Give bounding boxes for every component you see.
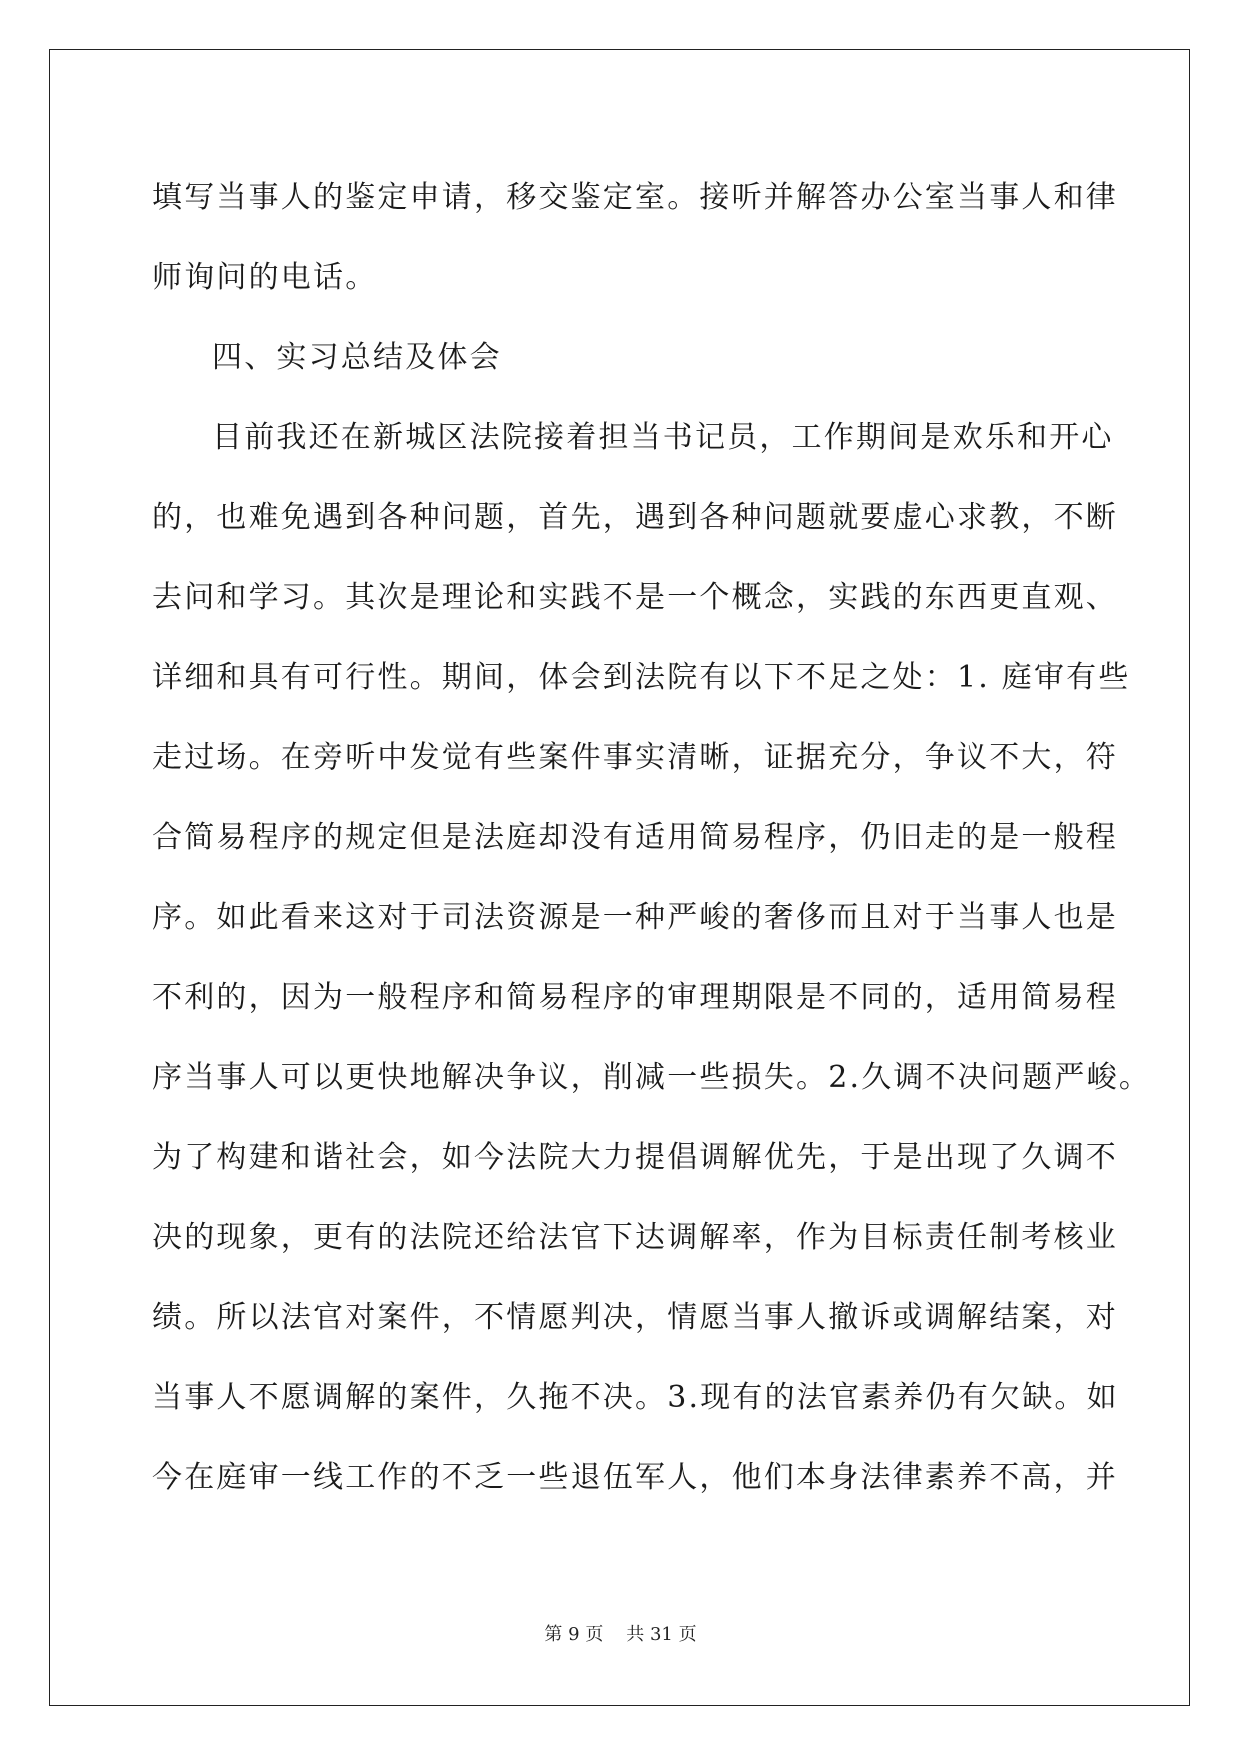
document-body [152,158,1152,1518]
text-line: 详细和具有可行性。期间，体会到法院有以下不足之处：1. 庭审有些 [152,660,1131,695]
text-line: 决的现象，更有的法院还给法官下达调解率，作为目标责任制考核业 [152,1220,1118,1255]
text-line: 今在庭审一线工作的不乏一些退伍军人，他们本身法律素养不高，并 [152,1460,1118,1495]
text-line: 当事人不愿调解的案件，久拖不决。3.现有的法官素养仍有欠缺。如 [152,1380,1119,1415]
text-line: 序当事人可以更快地解决争议，削减一些损失。2.久调不决问题严峻。 [152,1060,1152,1095]
text-line: 填写当事人的鉴定申请，移交鉴定室。接听并解答办公室当事人和律 [152,180,1118,215]
text-line: 目前我还在新城区法院接着担当书记员，工作期间是欢乐和开心 [212,420,1114,455]
text-line: 去问和学习。其次是理论和实践不是一个概念，实践的东西更直观、 [152,580,1118,615]
page-number: 第 9 页 [544,1624,604,1645]
text-line: 不利的，因为一般程序和简易程序的审理期限是不同的，适用简易程 [152,980,1118,1015]
text-line: 绩。所以法官对案件，不情愿判决，情愿当事人撤诉或调解结案，对 [152,1300,1118,1335]
text-line: 走过场。在旁听中发觉有些案件事实清晰，证据充分，争议不大，符 [152,740,1118,775]
page-footer [0,1620,1241,1646]
text-line: 为了构建和谐社会，如今法院大力提倡调解优先，于是出现了久调不 [152,1140,1118,1175]
text-line: 师询问的电话。 [152,260,378,295]
text-line: 的，也难免遇到各种问题，首先，遇到各种问题就要虚心求教，不断 [152,500,1118,535]
page-total: 共 31 页 [626,1624,697,1645]
text-line: 合简易程序的规定但是法庭却没有适用简易程序，仍旧走的是一般程 [152,820,1118,855]
text-line: 四、实习总结及体会 [212,340,502,375]
text-line: 序。如此看来这对于司法资源是一种严峻的奢侈而且对于当事人也是 [152,900,1118,935]
